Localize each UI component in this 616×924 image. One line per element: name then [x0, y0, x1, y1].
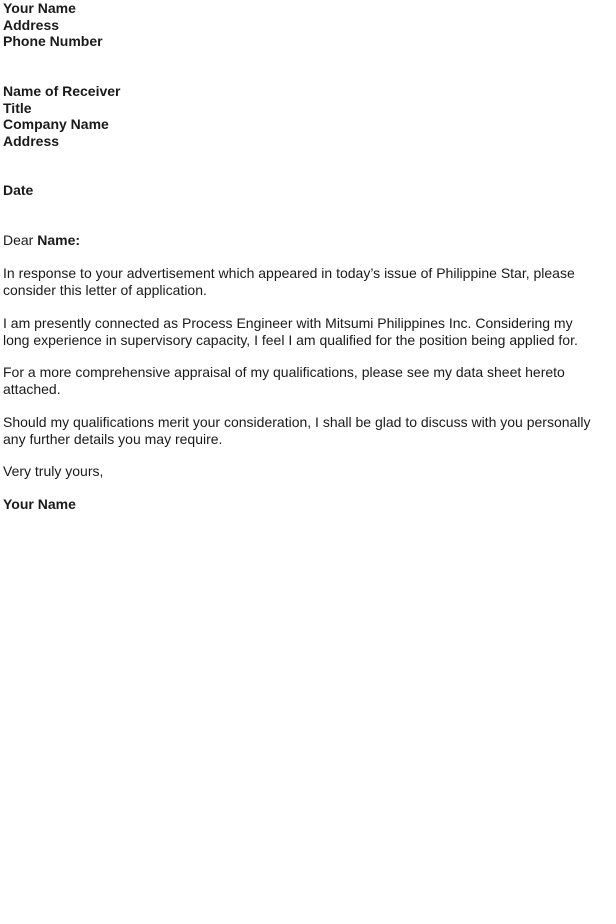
letter-date: Date [3, 182, 34, 198]
sender-block [3, 0, 609, 50]
receiver-name: Name of Receiver [3, 83, 121, 99]
salutation-name: Name: [37, 232, 81, 248]
paragraph-line: long experience in supervisory capacity, I feel I am qualified for the position being applied for. [3, 331, 578, 348]
salutation [3, 232, 609, 249]
closing-text: Very truly yours, [3, 463, 104, 479]
body-paragraph-4 [3, 414, 609, 447]
sender-address: Address [3, 16, 60, 33]
closing-block [3, 463, 609, 480]
date-block [3, 182, 609, 199]
paragraph-line: attached. [3, 380, 61, 397]
signature-block [3, 496, 609, 513]
receiver-company: Company Name [3, 116, 109, 132]
paragraph-line: In response to your advertisement which appeared in today’s issue of Philippine Star, please [3, 265, 575, 281]
receiver-title: Title [3, 99, 32, 116]
sender-phone: Phone Number [3, 33, 103, 49]
paragraph-line: consider this letter of application. [3, 281, 207, 298]
body-paragraph-1 [3, 265, 609, 298]
receiver-block [3, 83, 609, 149]
receiver-address: Address [3, 132, 60, 149]
paragraph-line: For a more comprehensive appraisal of my qualifications, please see my data sheet hereto [3, 364, 565, 380]
paragraph-line: Should my qualifications merit your consideration, I shall be glad to discuss with you personally [3, 414, 591, 430]
body-paragraph-2 [3, 315, 609, 348]
sender-name: Your Name [3, 0, 76, 16]
salutation-prefix: Dear [3, 232, 34, 248]
body-paragraph-3 [3, 364, 609, 397]
signature-name: Your Name [3, 496, 76, 512]
paragraph-line: any further details you may require. [3, 430, 223, 447]
paragraph-line: I am presently connected as Process Engineer with Mitsumi Philippines Inc. Considering my [3, 315, 573, 331]
